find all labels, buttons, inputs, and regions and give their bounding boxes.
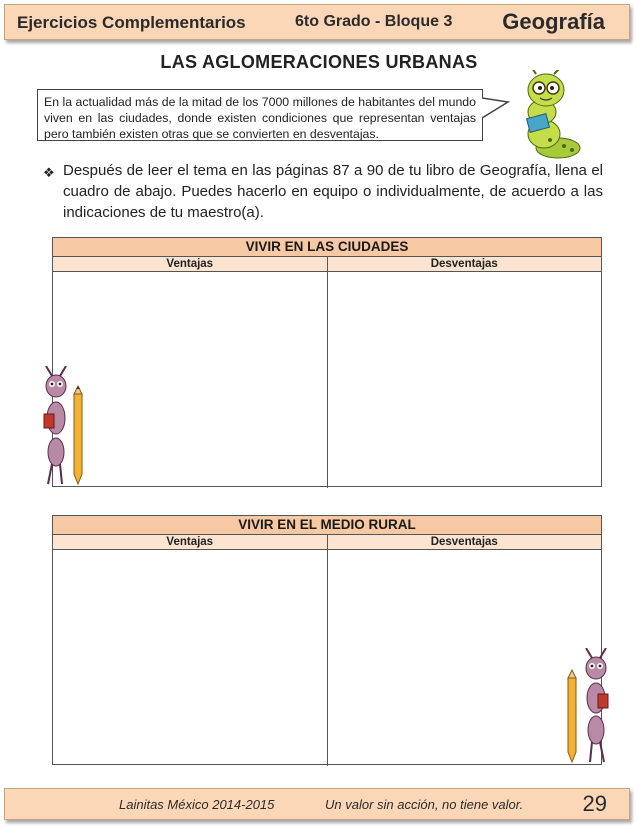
speech-bubble-tail [482, 96, 512, 122]
page-footer [4, 788, 630, 820]
footer-motto-text: Un valor sin acción, no tiene valor. [325, 797, 524, 812]
header-left-text: Ejercicios Complementarios [17, 13, 246, 32]
column-header-disadvantages: Desventajas [430, 258, 498, 270]
worm-with-book-icon [514, 70, 586, 162]
disadvantages-answer-cell[interactable] [328, 272, 602, 488]
header-grade-text: 6to Grado - Bloque 3 [295, 13, 453, 30]
table-title: VIVIR EN EL MEDIO RURAL [53, 516, 601, 535]
table-body [53, 550, 601, 766]
footer-publisher-text: Lainitas México 2014-2015 [119, 797, 275, 812]
advantages-answer-cell[interactable] [53, 272, 328, 488]
page-title: LAS AGLOMERACIONES URBANAS [160, 52, 478, 72]
table-column-headers [53, 535, 601, 550]
instruction-text: Después de leer el tema en las páginas 87 a 90 de tu libro de Geografía, llena el cuadro de abajo. Puedes hacerlo en equipo o individualmente, de acuerdo a las indicaciones de tu maestro(a). [63, 162, 603, 221]
table-body [53, 272, 601, 488]
column-header-disadvantages: Desventajas [430, 536, 498, 548]
ant-with-pencil-icon [38, 366, 90, 490]
page-header [4, 4, 630, 40]
intro-speech-box: En la actualidad más de la mitad de los 7000 millones de habitantes del mundo viven en las ciudades, donde existen condiciones que representan ventajas pero también existen otras que se convierten en desventajas. [37, 89, 483, 141]
table-title: VIVIR EN LAS CIUDADES [53, 238, 601, 257]
table-city-life [52, 237, 602, 487]
page-number: 29 [582, 791, 607, 816]
instruction-paragraph [43, 160, 603, 223]
header-subject-text: Geografía [502, 9, 605, 34]
diamond-bullet-icon: ❖ [43, 165, 55, 180]
advantages-answer-cell[interactable] [53, 550, 328, 766]
disadvantages-answer-cell[interactable] [328, 550, 602, 766]
table-column-headers [53, 257, 601, 272]
table-rural-life [52, 515, 602, 765]
ant-with-pencil-icon [562, 648, 614, 768]
column-header-advantages: Ventajas [53, 535, 328, 549]
column-header-advantages: Ventajas [53, 257, 328, 271]
